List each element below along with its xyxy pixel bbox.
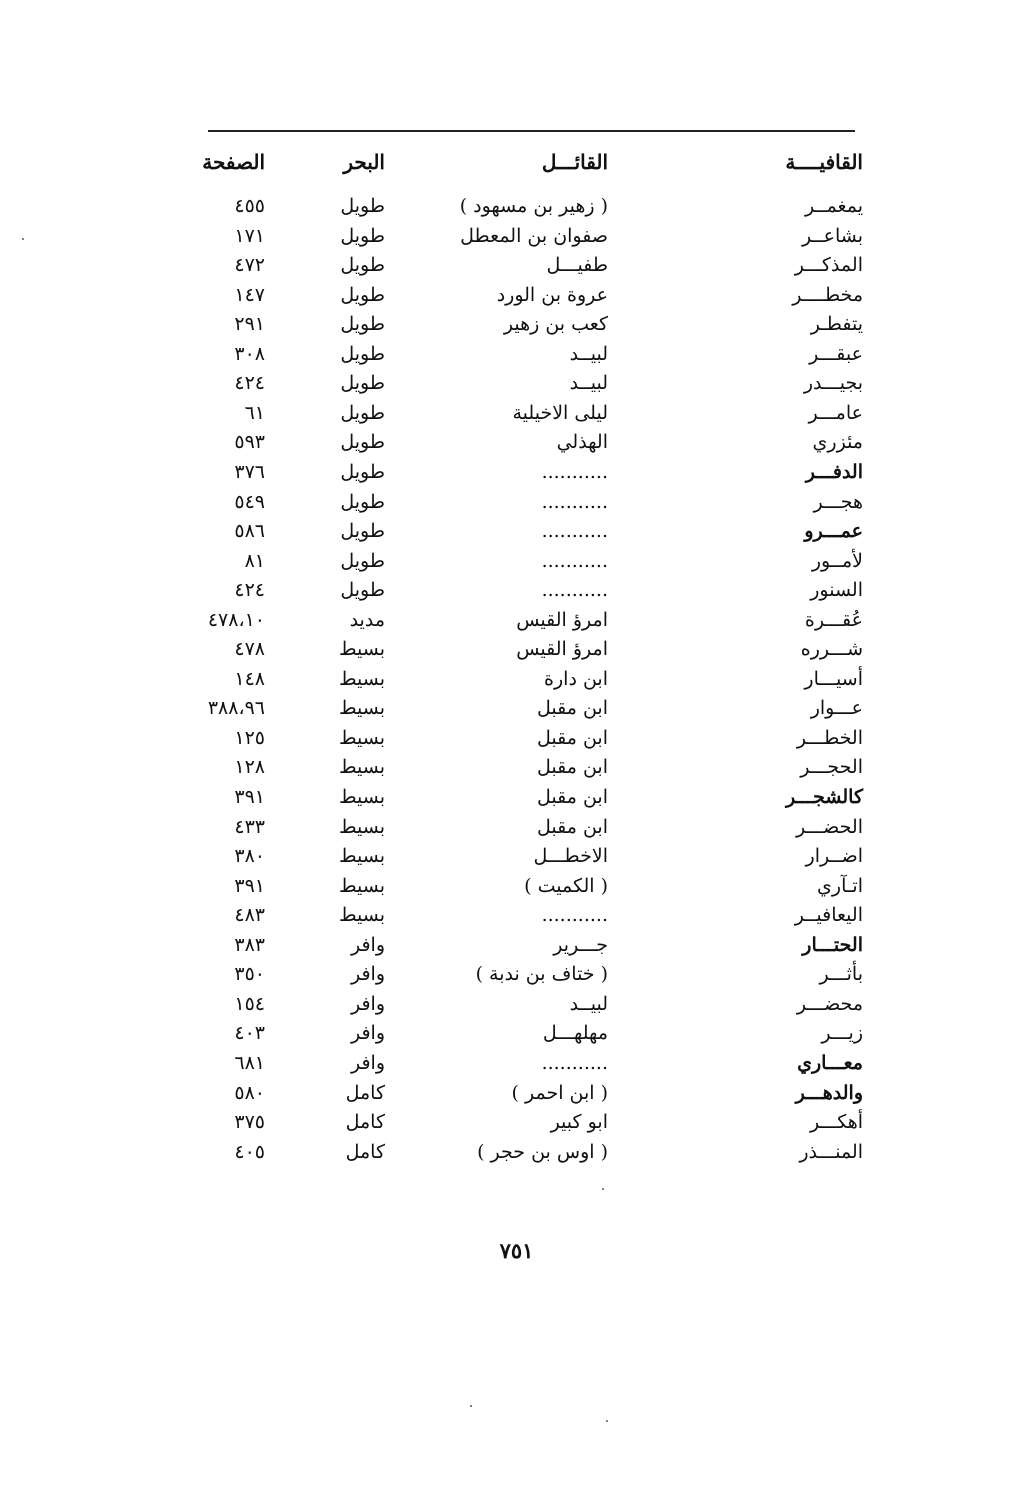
meter-cell: بسيط xyxy=(338,638,385,660)
page-cell: ١٢٨ xyxy=(234,756,265,778)
page-number: ٧٥١ xyxy=(499,1238,534,1263)
poet-cell: ........... xyxy=(541,1052,608,1074)
page-cell: ٥٩٣ xyxy=(234,431,265,453)
rhyme-cell: عامـــر xyxy=(808,402,863,424)
table-row xyxy=(0,842,1033,871)
poet-cell: ........... xyxy=(541,520,608,542)
poet-cell: امرؤ القيس xyxy=(516,609,608,631)
page-cell: ٣٥٠ xyxy=(234,963,265,985)
scan-speck xyxy=(606,1420,608,1422)
rhyme-cell: اليعافيــر xyxy=(794,904,863,926)
table-row xyxy=(0,1049,1033,1078)
table-row xyxy=(0,1138,1033,1167)
meter-cell: طويل xyxy=(340,343,385,365)
rhyme-cell: عُقـــرة xyxy=(804,609,863,631)
scan-speck xyxy=(22,238,24,240)
meter-cell: طويل xyxy=(340,225,385,247)
poet-cell: ( زهير بن مسهود ) xyxy=(459,195,608,217)
page-cell: ١٧١ xyxy=(234,225,265,247)
poet-cell: ( ختاف بن ندبة ) xyxy=(475,963,608,985)
meter-cell: طويل xyxy=(340,195,385,217)
poet-cell: الهذلي xyxy=(556,431,608,453)
meter-cell: بسيط xyxy=(338,786,385,808)
meter-cell: طويل xyxy=(340,491,385,513)
table-row xyxy=(0,251,1033,280)
meter-cell: طويل xyxy=(340,579,385,601)
table-row xyxy=(0,488,1033,517)
table-row xyxy=(0,694,1033,723)
page-cell: ١٤٧ xyxy=(234,284,265,306)
poet-cell: ابو كبير xyxy=(550,1111,608,1133)
page-cell: ٦١ xyxy=(244,402,265,424)
rhyme-cell: هجـــر xyxy=(813,491,863,513)
rhyme-cell: عمـــرو xyxy=(804,520,863,542)
page-cell: ٤٨٣ xyxy=(234,904,265,926)
meter-cell: طويل xyxy=(340,284,385,306)
meter-cell: طويل xyxy=(340,520,385,542)
meter-cell: بسيط xyxy=(338,668,385,690)
poet-cell: ........... xyxy=(541,579,608,601)
page-cell: ٥٤٩ xyxy=(234,491,265,513)
poet-cell: ليلى الاخيلية xyxy=(512,402,608,424)
page-cell: ٤٢٤ xyxy=(234,372,265,394)
page-cell: ٣٨٣ xyxy=(234,934,265,956)
rhyme-cell: اتـآري xyxy=(817,875,863,897)
page-cell: ٣٠٨ xyxy=(234,343,265,365)
table-row xyxy=(0,310,1033,339)
table-row xyxy=(0,960,1033,989)
rhyme-cell: المنـــذر xyxy=(799,1141,863,1163)
poet-cell: عروة بن الورد xyxy=(496,284,608,306)
page-cell: ٤٧٢ xyxy=(234,254,265,276)
page-cell: ١٤٨ xyxy=(234,668,265,690)
meter-cell: مديد xyxy=(349,609,385,631)
meter-cell: وافر xyxy=(350,993,385,1015)
rhyme-cell: بجيـــدر xyxy=(803,372,863,394)
meter-cell: كامل xyxy=(345,1082,385,1104)
page-cell: ٥٨٦ xyxy=(234,520,265,542)
rhyme-cell: الحضـــر xyxy=(796,816,863,838)
page-cell: ٣٨٠ xyxy=(234,845,265,867)
table-row xyxy=(0,1079,1033,1108)
table-row xyxy=(0,517,1033,546)
poet-cell: لبيــد xyxy=(569,993,608,1015)
scan-speck xyxy=(602,1188,604,1190)
rhyme-cell: مخطــــر xyxy=(792,284,863,306)
poet-cell: طفيـــل xyxy=(546,254,608,276)
rhyme-cell: الحتـــار xyxy=(802,934,863,956)
poet-cell: ( ابن احمر ) xyxy=(511,1082,608,1104)
rhyme-cell: والدهـــر xyxy=(795,1082,863,1104)
poet-cell: ........... xyxy=(541,904,608,926)
table-row xyxy=(0,813,1033,842)
poet-cell: ابن مقبل xyxy=(537,816,608,838)
page-cell: ٢٩١ xyxy=(234,313,265,335)
poet-cell: ( اوس بن حجر ) xyxy=(477,1141,608,1163)
rhyme-cell: أسيـــار xyxy=(804,668,863,690)
page-cell: ٤٧٨،١٠ xyxy=(207,609,265,631)
meter-cell: بسيط xyxy=(338,845,385,867)
top-rule xyxy=(208,130,855,132)
meter-cell: طويل xyxy=(340,254,385,276)
poet-cell: ابن مقبل xyxy=(537,727,608,749)
table-row xyxy=(0,990,1033,1019)
meter-cell: طويل xyxy=(340,313,385,335)
table-row xyxy=(0,753,1033,782)
page-cell: ٤٠٥ xyxy=(234,1141,265,1163)
rhyme-cell: المذكـــر xyxy=(794,254,863,276)
page-cell: ٣٧٦ xyxy=(234,461,265,483)
table-row xyxy=(0,1019,1033,1048)
meter-cell: وافر xyxy=(350,934,385,956)
table-row xyxy=(0,872,1033,901)
rhyme-cell: عبقـــر xyxy=(809,343,863,365)
rhyme-cell: بأثـــر xyxy=(819,963,863,985)
meter-cell: بسيط xyxy=(338,875,385,897)
rhyme-cell: زيـــر xyxy=(821,1022,863,1044)
poet-cell: امرؤ القيس xyxy=(516,638,608,660)
poet-cell: ( الكميت ) xyxy=(524,875,608,897)
meter-cell: بسيط xyxy=(338,697,385,719)
rhyme-cell: الحجـــر xyxy=(800,756,863,778)
scan-speck xyxy=(470,1405,472,1407)
meter-cell: كامل xyxy=(345,1111,385,1133)
header-poet: القائـــل xyxy=(541,150,608,174)
table-header xyxy=(0,148,1033,177)
table-row xyxy=(0,635,1033,664)
table-row xyxy=(0,1108,1033,1137)
meter-cell: بسيط xyxy=(338,756,385,778)
table-row xyxy=(0,222,1033,251)
meter-cell: طويل xyxy=(340,550,385,572)
meter-cell: بسيط xyxy=(338,727,385,749)
page-cell: ١٢٥ xyxy=(234,727,265,749)
rhyme-cell: السنور xyxy=(810,579,863,601)
table-row xyxy=(0,665,1033,694)
rhyme-cell: اضــرار xyxy=(805,845,863,867)
poet-cell: جـــرير xyxy=(553,934,608,956)
table-row xyxy=(0,931,1033,960)
rhyme-cell: بشاعــر xyxy=(802,225,863,247)
rhyme-cell: أهكـــر xyxy=(810,1111,863,1133)
table-row xyxy=(0,458,1033,487)
page-cell: ١٥٤ xyxy=(234,993,265,1015)
table-row xyxy=(0,399,1033,428)
poet-cell: ابن دارة xyxy=(544,668,608,690)
table-row xyxy=(0,428,1033,457)
table-row xyxy=(0,576,1033,605)
rhyme-cell: يمغمــر xyxy=(804,195,863,217)
meter-cell: بسيط xyxy=(338,904,385,926)
meter-cell: بسيط xyxy=(338,816,385,838)
header-page: الصفحة xyxy=(202,150,265,174)
table-row xyxy=(0,724,1033,753)
table-row xyxy=(0,281,1033,310)
meter-cell: وافر xyxy=(350,1052,385,1074)
meter-cell: طويل xyxy=(340,431,385,453)
page-cell: ٣٧٥ xyxy=(234,1111,265,1133)
rhyme-cell: الخطـــر xyxy=(796,727,863,749)
table-row xyxy=(0,901,1033,930)
meter-cell: وافر xyxy=(350,963,385,985)
poet-cell: مهلهـــل xyxy=(542,1022,608,1044)
rhyme-cell: مئزري xyxy=(812,431,863,453)
page-cell: ٦٨١ xyxy=(234,1052,265,1074)
meter-cell: طويل xyxy=(340,402,385,424)
rhyme-cell: معـــاري xyxy=(797,1052,863,1074)
table-row xyxy=(0,783,1033,812)
poet-cell: ........... xyxy=(541,461,608,483)
meter-cell: طويل xyxy=(340,372,385,394)
page-cell: ٤٠٣ xyxy=(234,1022,265,1044)
rhyme-cell: شـــرره xyxy=(800,638,863,660)
table-row xyxy=(0,340,1033,369)
poet-cell: كعب بن زهير xyxy=(503,313,608,335)
page-cell: ٥٨٠ xyxy=(234,1082,265,1104)
rhyme-cell: كالشجـــر xyxy=(785,786,863,808)
poet-cell: ابن مقبل xyxy=(537,697,608,719)
rhyme-cell: محضـــر xyxy=(796,993,863,1015)
header-meter: البحر xyxy=(343,150,385,174)
rhyme-cell: الدفـــر xyxy=(805,461,863,483)
poet-cell: ........... xyxy=(541,491,608,513)
rhyme-cell: عـــوار xyxy=(810,697,863,719)
header-rhyme: القافيــــة xyxy=(785,150,863,174)
meter-cell: كامل xyxy=(345,1141,385,1163)
page-cell: ٤٣٣ xyxy=(234,816,265,838)
page-cell: ٤٧٨ xyxy=(234,638,265,660)
table-row xyxy=(0,369,1033,398)
poet-cell: لبيــد xyxy=(569,343,608,365)
table-row xyxy=(0,547,1033,576)
rhyme-cell: لأمــور xyxy=(811,550,863,572)
rhyme-cell: يتفطـر xyxy=(810,313,863,335)
poet-cell: ........... xyxy=(541,550,608,572)
page-cell: ٤٥٥ xyxy=(234,195,265,217)
poet-cell: صفوان بن المعطل xyxy=(460,225,608,247)
page-cell: ٣٨٨،٩٦ xyxy=(207,697,265,719)
table-row xyxy=(0,606,1033,635)
page-cell: ٣٩١ xyxy=(234,875,265,897)
table-row xyxy=(0,192,1033,221)
poet-cell: ابن مقبل xyxy=(537,756,608,778)
meter-cell: وافر xyxy=(350,1022,385,1044)
page-cell: ٨١ xyxy=(244,550,265,572)
page-cell: ٤٢٤ xyxy=(234,579,265,601)
poet-cell: الاخطـــل xyxy=(533,845,608,867)
meter-cell: طويل xyxy=(340,461,385,483)
page-cell: ٣٩١ xyxy=(234,786,265,808)
poet-cell: لبيــد xyxy=(569,372,608,394)
poet-cell: ابن مقبل xyxy=(537,786,608,808)
